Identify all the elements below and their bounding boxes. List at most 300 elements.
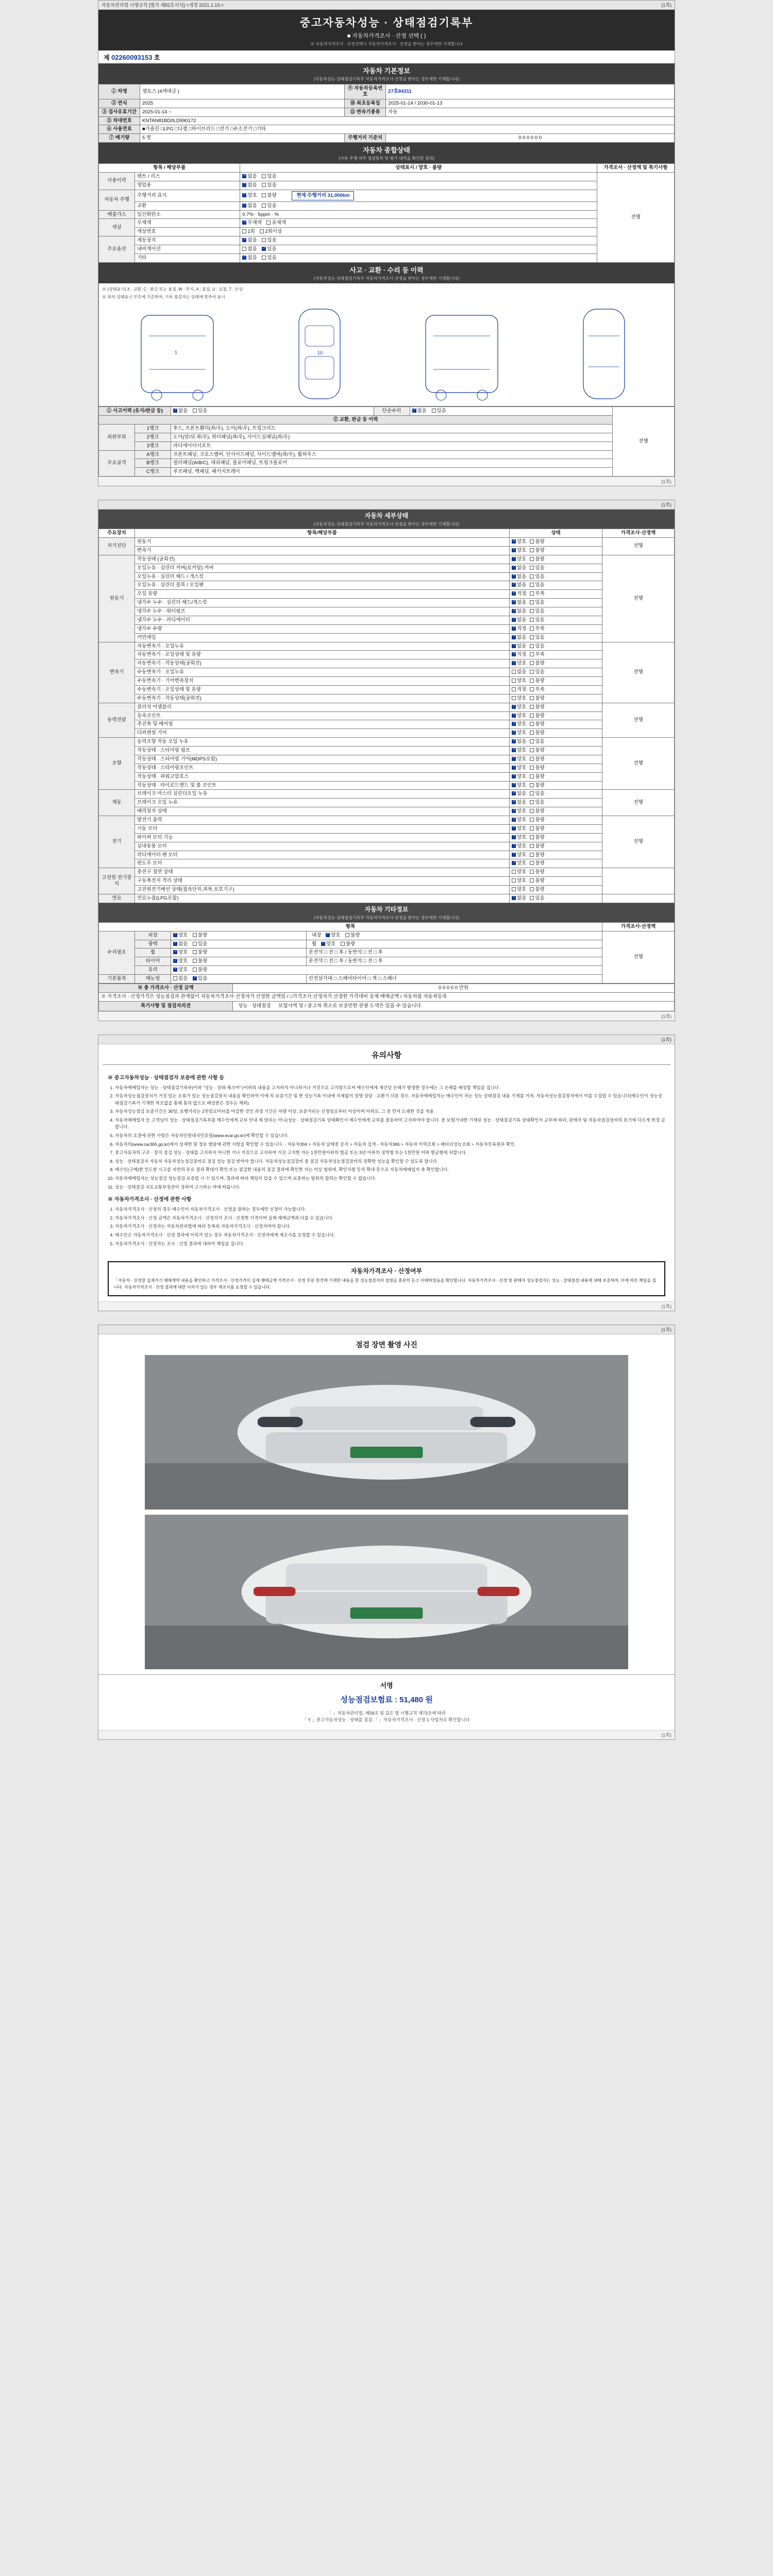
state-option[interactable]: ✓ 양호 <box>512 748 526 754</box>
page-footer-2: (1쪽) <box>98 1011 675 1021</box>
state-option[interactable]: ✓ 없음 <box>512 617 526 623</box>
col-head-state: 상태 <box>510 529 602 538</box>
state-cell[interactable] <box>510 599 602 607</box>
group-label: 사용이력 <box>99 173 135 190</box>
state-option[interactable]: 불량 <box>530 556 544 563</box>
state-cell[interactable] <box>510 538 602 547</box>
price-note: 전행 <box>597 173 675 263</box>
state-cell[interactable]: 1회 2회이상 <box>240 228 597 236</box>
state-cell[interactable] <box>510 772 602 781</box>
state-cell[interactable]: ✓ 없음 있음 <box>171 940 307 948</box>
page-footer: (1쪽) <box>98 477 675 486</box>
state-option[interactable]: 부족 <box>530 591 544 597</box>
price-note: 전행 <box>602 738 675 790</box>
state-cell[interactable] <box>510 894 602 903</box>
vehicle-front-photo <box>145 1355 628 1510</box>
doc-no-label: 제 <box>104 54 110 61</box>
doc-no-value: 02260093153 <box>111 54 153 61</box>
state-option[interactable]: ✓ 양호 <box>512 721 526 727</box>
state-option[interactable]: ✓ 없음 <box>512 582 526 588</box>
device-group-label: 원동기 <box>99 555 135 642</box>
notice-item: 2. 자동차성능점검장치가 거짓 있는 오류가 있는 성능점검장치 내용을 확인하여 이에 의 보증기간 및 한 성능기록 이내에 지체없이 설명 상담 · 교환기 다룬 경우, 자동차매매업자는 매수인이 차는 성능 상태점검 내용 기재를 거쳐, 자동차성능점검장치에서 이를 수집할 수 있습니다(매수인이 성능상태점검기록가 기재한 착오없을 통해 통의 없으로 배상받은 경우는 제외). <box>115 1093 665 1107</box>
state-option[interactable]: 불량 <box>530 835 544 841</box>
item-label: 냉각수 수량 <box>135 624 510 633</box>
state-cell[interactable] <box>510 642 602 651</box>
item-label: 작동상태 · 스티어링 펌프 <box>135 747 510 755</box>
table-row <box>99 581 675 590</box>
state-option[interactable]: 불량 <box>530 748 544 754</box>
state-cell[interactable] <box>510 720 602 729</box>
state-option[interactable]: 없음 <box>512 669 526 675</box>
footer-note-2: 「 Y 」중고자동차성능 · 상태를 점검 「 」자동차가격조사 · 산정 1 사업자로 확인합니다. <box>302 1717 471 1723</box>
table-row <box>99 975 675 984</box>
page-number-4: (1쪽) <box>661 1327 671 1332</box>
state-option[interactable]: 불량 <box>530 887 544 893</box>
state-cell[interactable] <box>510 755 602 764</box>
state-cell[interactable] <box>510 651 602 659</box>
table-row <box>99 651 675 659</box>
diagram-legend-1: ※ (상태표시) X : 교환, C : 판금 또는 용접, W : 부식, A : 흠집, U : 요철, T : 손상 <box>102 286 243 292</box>
state-option[interactable]: 불량 <box>530 774 544 780</box>
state-option[interactable]: 양호 <box>512 696 526 702</box>
base-extra[interactable]: 안전삼각대 □ 스페어타이어 □ 잭 □ 스패너 <box>307 975 602 984</box>
notice-item: 3. 자동차가격조사 · 산정자는 자동차관리법에 따라 등록된 자동차가격조사 · 산정자여야 합니다. <box>115 1223 665 1230</box>
notice-list-2 <box>115 1206 665 1247</box>
table-row <box>99 877 675 886</box>
state-cell[interactable] <box>510 624 602 633</box>
declaration-body: 「자동차 · 산정한 실제가기 매매계약 내용을 확인하고 가격조사 · 산정가격이 실제 매매금액 가격조사 · 산정 부분 한것에 기재한 내용을 한 성능점검자의 설명을 충분히 듣고 이해하였음을 확인합니다. 자동차가격조사 · 산정 및 판매자 성능점검자는 성능 · 상태점검 내용에 대해 보증하며, 이에 따른 책임을 집니다. 자동차가격조사 · 산정 결과에 대한 이의가 있는 경우 재조사를 요청할 수 있습니다. <box>114 1278 656 1290</box>
state-cell[interactable] <box>510 824 602 833</box>
state-option[interactable]: ✓ 양호 <box>512 826 526 832</box>
mileage-base-label: 주행거리 기준치 <box>345 134 386 143</box>
page-4 <box>98 1325 675 1740</box>
state-cell[interactable] <box>510 546 602 555</box>
row-label: ③ 검사유효기간 <box>99 108 140 116</box>
state-option[interactable]: 있음 <box>530 574 544 580</box>
state-cell[interactable] <box>510 781 602 790</box>
row-label: ② 연식 <box>99 99 140 108</box>
table-row <box>99 125 675 134</box>
row-value-2: 27호84311 <box>386 84 675 99</box>
section-basic-info-sub: (자동차성능·상태점검기록부 자동차가격조사·산정을 받아는 경우에만 기재합니다) <box>98 76 675 84</box>
wheel-position[interactable]: 운전석 □ 전 □ 후 / 동반석 □ 전 □ 후 <box>307 948 602 957</box>
table-row <box>99 253 675 262</box>
state-option[interactable]: 양호 <box>512 887 526 893</box>
state-option[interactable]: 불량 <box>530 869 544 875</box>
table-row <box>99 790 675 799</box>
table-row <box>99 720 675 729</box>
price-note <box>602 868 675 894</box>
row-label: ① 사고이력 (유지/판금 등) <box>99 407 171 416</box>
state-cell[interactable]: ✓ 양호 불량 <box>171 948 307 957</box>
row-label-2: ⑩ 최초등록일 <box>345 99 386 108</box>
doc-no-suffix: 호 <box>154 54 160 61</box>
table-row <box>99 833 675 842</box>
table-row <box>99 134 675 143</box>
state-cell[interactable] <box>510 807 602 816</box>
state-cell[interactable] <box>510 590 602 599</box>
table-row <box>99 84 675 99</box>
state-option[interactable]: 불량 <box>530 713 544 719</box>
state-cell[interactable] <box>510 877 602 886</box>
table-row <box>99 894 675 903</box>
state-cell-2[interactable]: ✓ 없음 있음 <box>410 407 613 416</box>
state-option[interactable]: 있음 <box>530 600 544 606</box>
state-cell[interactable]: 없음 ✓ 있음 <box>171 975 307 984</box>
state-option[interactable]: ✓ 양호 <box>512 548 526 554</box>
state-option[interactable]: 불량 <box>530 826 544 832</box>
table-row <box>99 210 675 219</box>
state-option[interactable]: 불량 <box>530 843 544 850</box>
state-cell[interactable]: ✓ 없음 있음 <box>240 201 597 210</box>
state-option[interactable]: 있음 <box>530 565 544 571</box>
parts-items: 도어(앞/뒤 좌/우), 쿼터패널(좌/우), 사이드실패널(좌/우) <box>171 433 613 442</box>
state-option[interactable]: 불량 <box>530 878 544 884</box>
parts-items: 프론트패널, 크로스멤버, 인사이드패널, 사이드멤버(좌/우), 휠하우스 <box>171 450 613 459</box>
table-row <box>99 116 675 125</box>
price-note: 전행 <box>602 642 675 703</box>
state-option[interactable]: 양호 <box>512 869 526 875</box>
row-label: ⑦ 배기량 <box>99 134 140 143</box>
table-row <box>99 755 675 764</box>
item-label: 영업용 <box>135 181 240 190</box>
state-option[interactable]: ✓ 양호 <box>512 817 526 823</box>
state-option[interactable]: 있음 <box>530 739 544 745</box>
notice-item: 1. 자동차가격조사 · 산정의 경우 매수인이 자동차가격조사 · 산정을 원하는 경우에만 신청이 가능합니다. <box>115 1206 665 1213</box>
state-cell[interactable]: ✓ 없음 있음 <box>240 181 597 190</box>
state-cell[interactable]: ✓ 없음 있음 <box>240 253 597 262</box>
price-note: 전행 <box>602 931 675 983</box>
state-option[interactable]: ✓ 양호 <box>512 860 526 867</box>
state-option[interactable]: ✓ 양호 <box>512 765 526 771</box>
state-cell[interactable] <box>510 833 602 842</box>
notice-list-1 <box>115 1084 665 1191</box>
state-cell[interactable]: ✓ 무채색 유채색 <box>240 219 597 228</box>
state-option[interactable]: 양호 <box>512 878 526 884</box>
item-label: 색상번호 <box>135 228 240 236</box>
item-label: 커먼레일 <box>135 633 510 642</box>
state-option[interactable]: 불량 <box>530 704 544 710</box>
state-option[interactable]: ✓ 양호 <box>512 730 526 736</box>
parts-rank: A랭크 <box>135 450 171 459</box>
table-row <box>99 564 675 572</box>
notice-item: 6. 자동차의(www.car365.go.kr)에서 상세한 및 정보 열람에 관한 사항을 확인할 수 있습니다. - 자동차356 > 자동차 남매중 공지 > 자동차 검색 - 자동차365 > 자동차 이력조회 > 배터리성능조회 > 자동차등록원부 확인. <box>115 1141 665 1148</box>
notice-head-2: ※ 자동차가격조사 · 산정에 관한 사항 <box>108 1197 192 1203</box>
state-cell[interactable] <box>510 677 602 686</box>
table-row <box>99 984 675 992</box>
state-option[interactable]: 있음 <box>530 635 544 641</box>
device-group-label: 고전원 전기장치 <box>99 868 135 894</box>
state-option[interactable]: 적정 <box>512 687 526 693</box>
state-option[interactable]: 불량 <box>530 852 544 858</box>
item-label: 오일누유 · 실린더 블록 / 오일팬 <box>135 581 510 590</box>
item-label: 수동변속기 · 오일상태 및 유량 <box>135 685 510 694</box>
state-cell[interactable] <box>510 738 602 747</box>
state-cell-2[interactable]: 내장 ✓ 양호 불량 <box>307 931 602 940</box>
state-cell[interactable] <box>510 633 602 642</box>
table-header-row <box>99 922 675 931</box>
state-cell[interactable] <box>510 747 602 755</box>
state-option[interactable]: 불량 <box>530 808 544 815</box>
state-option[interactable]: 부족 <box>530 652 544 658</box>
state-option[interactable]: ✓ 없음 <box>512 895 526 902</box>
parts-items: 라디에이터서포트 <box>171 442 613 450</box>
special-value-cell <box>233 1001 675 1011</box>
state-option[interactable]: ✓ 양호 <box>512 835 526 841</box>
col-head-other-price: 가격조사·산정액 <box>602 922 675 931</box>
section-overall-sub: (사용·주행 여부 점검항목 및 평가 내역을 확인한 결과) <box>98 156 675 163</box>
row-value: 셀토스 (4세대급 ) <box>140 84 345 99</box>
state-cell[interactable] <box>510 711 602 720</box>
page-top-bar-2 <box>98 500 675 510</box>
car-diagram-side-right <box>423 305 500 403</box>
col-head-item: 항목/해당부품 <box>135 529 510 538</box>
item-label: 교환 <box>135 201 240 210</box>
state-cell[interactable] <box>510 555 602 564</box>
state-option[interactable]: ✓ 양호 <box>512 660 526 667</box>
base-item-label: 매뉴얼 <box>135 975 171 984</box>
state-option[interactable]: ✓ 양호 <box>512 713 526 719</box>
state-option[interactable]: 불량 <box>530 696 544 702</box>
state-cell[interactable]: ✓ 없음 있음 <box>240 173 597 181</box>
row-value: KNTAN81BD0LD990172 <box>140 116 675 125</box>
state-option[interactable]: ✓ 양호 <box>512 808 526 815</box>
table-row <box>99 781 675 790</box>
state-option[interactable]: ✓ 없음 <box>512 800 526 806</box>
special-value: 보험사액 및 / 중고차 취소로 보증만한 관광 도색은 있을 수 있습니다. <box>278 1003 423 1009</box>
item-label: 작동상태 · 파워고압호스 <box>135 772 510 781</box>
item-label: 원동기 <box>135 538 510 547</box>
item-label: 제동장치 <box>135 236 240 245</box>
state-option[interactable]: 불량 <box>530 756 544 762</box>
table-row <box>99 685 675 694</box>
state-option[interactable]: 불량 <box>530 765 544 771</box>
page-2 <box>98 500 675 1021</box>
table-row <box>99 703 675 711</box>
state-option[interactable]: 불량 <box>530 817 544 823</box>
table-row <box>99 948 675 957</box>
declaration-box <box>108 1261 665 1296</box>
notice-item: 4. 자동차매매업자 등 고객님이 성능 · 상태점검기록부를 매수인에게 교부 안내 제 알리는 아니(성능 · 상태점검기록 상태확인서 매수인에게 교부를 잘못하여 고지하여야 합니다. 중 보험가내한 기재된 성능 · 상태점검기록 상태확인서 교부에 따라, 판매자 및 자동차점검장비의 표기에 다르게 변경 금합니다. <box>115 1117 665 1131</box>
table-row <box>99 450 675 459</box>
state-option[interactable]: ✓ 없음 <box>512 643 526 650</box>
section-accident-title: 사고 · 교환 · 수리 등 이력 <box>98 263 675 276</box>
state-option[interactable]: 부족 <box>530 626 544 632</box>
table-row <box>99 108 675 116</box>
state-option[interactable]: ✓ 없음 <box>512 574 526 580</box>
state-cell[interactable]: ✓ 없음 있음 <box>240 236 597 245</box>
row-label-2: 단순수리 <box>374 407 410 416</box>
state-cell[interactable] <box>510 668 602 677</box>
state-option[interactable]: ✓ 적정 <box>512 626 526 632</box>
state-cell[interactable] <box>510 859 602 868</box>
parts-rank: C랭크 <box>135 468 171 477</box>
state-cell[interactable]: ✓ 양호 불량 <box>171 957 307 966</box>
state-cell[interactable] <box>510 816 602 825</box>
section-overall-title: 자동차 종합상태 <box>98 143 675 156</box>
document-header <box>98 10 675 50</box>
state-option[interactable]: ✓ 없음 <box>512 608 526 615</box>
state-option[interactable]: 있음 <box>530 791 544 797</box>
item-label: 냉각수 누수 · 워터펌프 <box>135 607 510 616</box>
page-number: (1쪽) <box>661 3 671 8</box>
state-option[interactable]: 불량 <box>530 860 544 867</box>
device-group-label: 연료 <box>99 894 135 903</box>
row-label: ⑥ 사용연료 <box>99 125 140 134</box>
state-option[interactable]: ✓ 양호 <box>512 852 526 858</box>
state-cell[interactable] <box>510 886 602 894</box>
item-label: 내비게이션 <box>135 245 240 254</box>
state-cell[interactable]: ✓ 없음 있음 <box>171 407 374 416</box>
state-option[interactable]: ✓ 양호 <box>512 556 526 563</box>
state-option[interactable]: ✓ 적정 <box>512 591 526 597</box>
state-option[interactable]: 양호 <box>512 678 526 684</box>
state-option[interactable]: 불량 <box>530 721 544 727</box>
state-option[interactable]: 불량 <box>530 660 544 667</box>
item-label: 배력장치 상태 <box>135 807 510 816</box>
state-cell[interactable] <box>510 764 602 772</box>
table-row <box>99 219 675 228</box>
photo-area <box>98 1355 675 1669</box>
state-cell[interactable]: ✓ 양호 불량 <box>171 931 307 940</box>
item-label: 라디에이터 팬 모터 <box>135 851 510 859</box>
state-option[interactable]: 있음 <box>530 895 544 902</box>
footer-note-1: 「 」자동차관리법, 제58조 및 같은 법 시행규칙 제73조에 따라 <box>327 1710 446 1716</box>
state-option[interactable]: 있음 <box>530 669 544 675</box>
table-row <box>99 99 675 108</box>
state-option[interactable]: 있음 <box>530 617 544 623</box>
row-label: 외장 <box>135 931 171 940</box>
state-cell[interactable] <box>510 703 602 711</box>
accident-history-table <box>98 406 675 477</box>
state-cell[interactable]: ✓ 양호 불량 <box>171 966 602 975</box>
state-option[interactable]: ✓ 양호 <box>512 783 526 789</box>
state-option[interactable]: 부족 <box>530 687 544 693</box>
state-cell-2[interactable]: 휠 ✓ 양호 불량 <box>307 940 602 948</box>
notice-item: 9. 매수인(구매)한 인도받 시고를 지연의 주요 결과 확대가 확인 또는 점검한 내용의 점검 결과에 확인한 자는 이상 범위에, 확인사항 등의 확대 등으로 자동차매매업자 측 확인합니다. <box>115 1166 665 1174</box>
state-option[interactable]: 불량 <box>530 730 544 736</box>
state-cell[interactable] <box>510 581 602 590</box>
state-option[interactable]: ✓ 없음 <box>512 600 526 606</box>
page-number-3: (1쪽) <box>661 1037 671 1042</box>
state-option[interactable]: ✓ 없음 <box>512 635 526 641</box>
item-label: 작동상태 (공회전) <box>135 555 510 564</box>
state-option[interactable]: ✓ 양호 <box>512 704 526 710</box>
state-cell[interactable]: ✓ 양호 불량 현재 주행거리 31,000km <box>240 190 597 201</box>
item-label: 수동변속기 · 기어변속장치 <box>135 677 510 686</box>
item-label: 연료누출(LPG포함) <box>135 894 510 903</box>
state-option[interactable]: 있음 <box>530 582 544 588</box>
state-option[interactable]: ✓ 없음 <box>512 791 526 797</box>
row-label: ② 교환, 판금 등 이력 <box>99 416 613 425</box>
mileage-value: 현재 주행거리 31,000km <box>292 191 354 200</box>
table-row <box>99 416 675 425</box>
state-option[interactable]: 불량 <box>530 539 544 545</box>
device-group-label: 제동 <box>99 790 135 816</box>
state-option[interactable]: ✓ 양호 <box>512 756 526 762</box>
state-cell[interactable] <box>510 790 602 799</box>
item-label: 브레이크 마스터 실린더오일 누유 <box>135 790 510 799</box>
state-cell[interactable] <box>510 842 602 851</box>
overall-state-table <box>98 163 675 263</box>
table-row <box>99 424 675 433</box>
special-sub: 성능 · 상태점검 <box>238 1003 271 1009</box>
item-label: 시동 모터 <box>135 824 510 833</box>
state-option[interactable]: ✓ 적정 <box>512 652 526 658</box>
state-option[interactable]: ✓ 양호 <box>512 774 526 780</box>
table-row <box>99 633 675 642</box>
item-label: 윈도우 모터 <box>135 859 510 868</box>
row-label: ① 차명 <box>99 84 140 99</box>
state-option[interactable]: 있음 <box>530 800 544 806</box>
tire-position[interactable]: 운전석 □ 전 □ 후 / 동반석 □ 전 □ 후 <box>307 957 602 966</box>
state-cell[interactable] <box>510 868 602 877</box>
summary-note: ※ 가격조사 · 산정가격은 성능점검과 관계없이 자동차가격조사·산정자가 산정한 금액임 / □가격조사·산정자가 산정한 가격대비 실제 매매금액 / 자동차를 자동차등록 <box>99 992 675 1001</box>
table-row <box>99 590 675 599</box>
state-option[interactable]: 불량 <box>530 548 544 554</box>
vehicle-rear-photo <box>145 1515 628 1669</box>
item-label: 브레이크 오일 누유 <box>135 799 510 807</box>
summary-digits: 0 0 0 0 0 만원 <box>233 984 675 992</box>
state-cell[interactable] <box>510 572 602 581</box>
item-label: 무채색 <box>135 219 240 228</box>
parts-cat: 외판부위 <box>99 424 135 450</box>
state-cell[interactable] <box>510 694 602 703</box>
state-option[interactable]: 불량 <box>530 783 544 789</box>
item-label: 실내송풍 모터 <box>135 842 510 851</box>
basic-info-table <box>98 84 675 143</box>
state-option[interactable]: ✓ 없음 <box>512 739 526 745</box>
state-cell[interactable] <box>510 729 602 738</box>
state-cell[interactable] <box>510 616 602 624</box>
state-cell[interactable] <box>510 607 602 616</box>
state-cell[interactable] <box>510 659 602 668</box>
price-note: 전행 <box>602 790 675 816</box>
item-label: 디퍼렌셜 기어 <box>135 729 510 738</box>
state-cell[interactable] <box>510 685 602 694</box>
item-label: 자동변속기 · 오일누유 <box>135 642 510 651</box>
state-cell[interactable] <box>510 799 602 807</box>
state-cell[interactable] <box>510 851 602 859</box>
notice-item: 5. 자동차가격조사 · 산정자는 조사 · 산정 결과에 대하여 책임을 집니다. <box>115 1241 665 1248</box>
price-note: 전행 <box>602 816 675 868</box>
item-label: 오일 유량 <box>135 590 510 599</box>
state-option[interactable]: 있음 <box>530 643 544 650</box>
price-note: 전행 <box>602 555 675 642</box>
col-head-device: 주요장치 <box>99 529 135 538</box>
section-detail-title: 자동차 세부상태 <box>98 510 675 521</box>
parts-items: 루프패널, 백패널, 패키지트레이 <box>171 468 613 477</box>
state-cell[interactable]: 0.7% · 5ppm · % <box>240 210 597 219</box>
state-cell[interactable] <box>510 564 602 572</box>
state-option[interactable]: 불량 <box>530 678 544 684</box>
base-item-group: 기본품목 <box>99 975 135 984</box>
item-label: 클러치 어셈블리 <box>135 703 510 711</box>
damage-diagram-area <box>98 283 675 406</box>
page-footer-4: (1쪽) <box>98 1730 675 1739</box>
state-option[interactable]: ✓ 없음 <box>512 565 526 571</box>
item-label: 변속기 <box>135 546 510 555</box>
state-cell[interactable]: 없음 ✓ 있음 <box>240 245 597 254</box>
table-row <box>99 764 675 772</box>
state-option[interactable]: 있음 <box>530 608 544 615</box>
row-value: ■가솔린 □LPG □디젤 □하이브리드 □전기 □수소전기 □기타 <box>140 125 675 134</box>
state-option[interactable]: ✓ 양호 <box>512 539 526 545</box>
state-option[interactable]: ✓ 양호 <box>512 843 526 850</box>
notice-item: 8. 성능 · 상태점검자 자동차 자동차성능점검장비로 점검 성능 점검 받아야 합니다. 자동차성능점검장비 중 점검 자동차성능점검장비의 정확한 성능을 확인할 수 있도록 합니다. <box>115 1158 665 1165</box>
parts-rank: 2랭크 <box>135 433 171 442</box>
row-value: 5 명 <box>140 134 345 143</box>
